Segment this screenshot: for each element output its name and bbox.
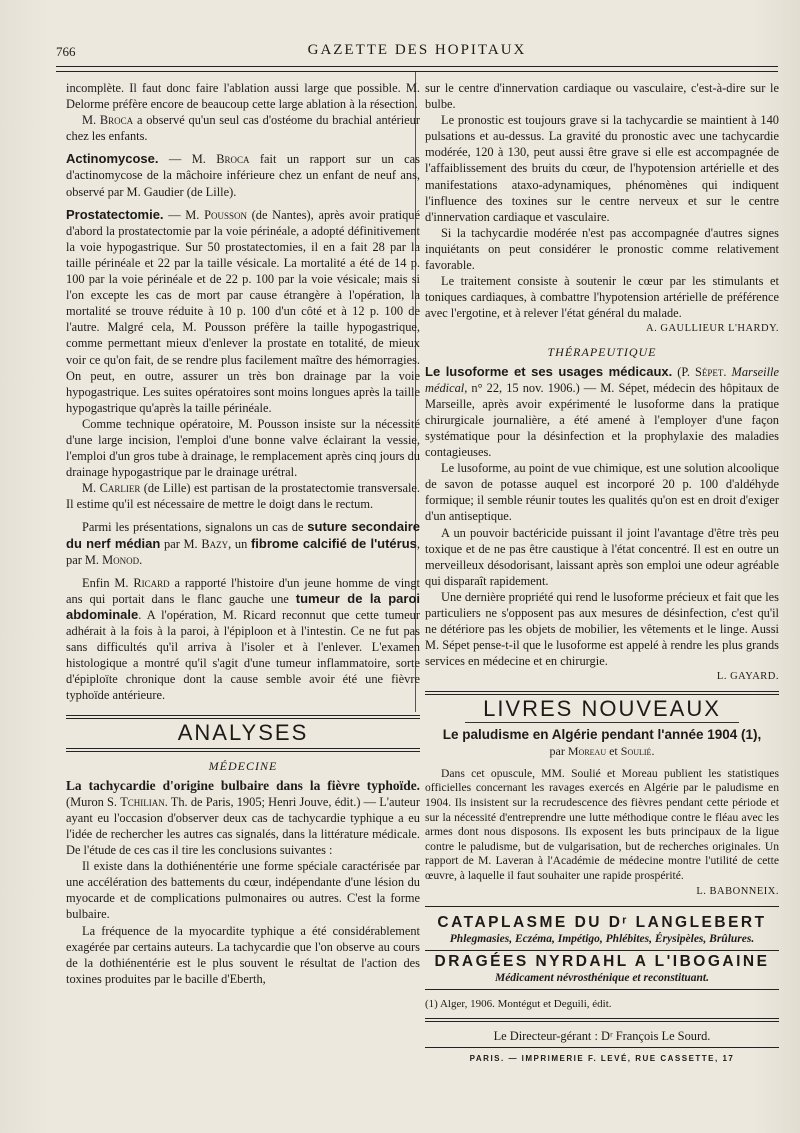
paragraph: Parmi les présentations, signalons un cas de suture secondaire du nerf médian par M. Bazy, un fibrome calcifié de l'utérus, par M. Monod. [66,519,421,567]
signature: A. GAULLIEUR L'HARDY. [646,323,779,335]
paragraph: Si la tachycardie modérée n'est pas accompagnée d'autres signes inquiétants on peut considérer le pronostic comme relativement favorable. [425,225,779,273]
page-number: 766 [56,44,76,59]
paragraph: Le traitement consiste à soutenir le cœur par les stimulants et toniques cardiaques, à combattre l'hypotension artérielle de préférence avec l'ergotine, et à relever l'état général du malade. [425,274,779,321]
paragraph: Prostatectomie. — M. Pousson (de Nantes), après avoir pratiqué d'abord la prostatectomie par la voie périnéale, a adopté définitivement la voie hypogastrique. Sur 50 prostatectomies, il en a fait 28 par la taille périnéale et 22 par la taille vésicale. La mortalité a été de 14 p. 100 par la voie périnéale et de 22 p. 100 par la voie vésicale; mais si l'on excepte les cas de mort par cause étrangère à l'opération, la mortalité se trouve réduite à 10 p. 100 d'un côté et à 12 p. 100 de l'autre. Malgré cela, M. Pousson préfère la taille hypogastrique, comme permettant mieux d'enlever la prostate en totalité, de mieux voir ce qu'on fait, de se rendre plus facilement maître des hémorragies. On peut, en outre, assurer un très bon drainage par la voie hypogastrique. Les suites opératoires sont moins longues après la taille hypogastrique qu'après la taille périnéale. [66,206,420,415]
paragraph: incomplète. Il faut donc faire l'ablation aussi large que possible. M. Delorme préfère encore de beaucoup cette large ablation à la résection. [66,81,420,112]
section-rule [425,691,779,695]
ad-title: DRAGÉES NYRDAHL A L'IBOGAINE [434,952,770,970]
running-title: GAZETTE DES HOPITAUX [307,42,527,58]
divider [465,722,739,723]
article-paragraph: Le lusoforme et ses usages médicaux. (P. Sépet. Marseille médical, n° 22, 15 nov. 1906.) — M. Sépet, médecin des hôpitaux de Marseille, après avoir expérimenté le lusoforme dans la pratique chirurgicale journalière, a été amené à l'employer d'une façon systématique pour la désinfection et la prophylaxie des maladies contagieuses. [425,363,779,460]
printer-imprint: PARIS. — IMPRIMERIE F. LEVÉ, RUE CASSETTE, 17 [469,1054,735,1064]
left-column [66,80,420,987]
signature: L. BABONNEIX. [696,885,779,897]
advertisement-langlebert [425,915,779,947]
paragraph: sur le centre d'innervation cardiaque ou vasculaire, c'est-à-dire sur le bulbe. [425,81,779,112]
topic-heading: Actinomycose. [66,151,159,167]
paragraph: Actinomycose. — M. Broca fait un rapport sur un cas d'actinomycose de la mâchoire inférieure chez un enfant de neuf ans, observé par M. Gaudier (de Lille). [66,151,420,199]
advertisement-nyrdahl [425,954,779,986]
paragraph: M. Broca a observé qu'un seul cas d'ostéome du brachial antérieur chez les enfants. [66,113,420,144]
subsection-label: MÉDECINE [208,758,278,773]
section-rule [425,1018,779,1022]
subsection-label: THÉRAPEUTIQUE [547,344,657,359]
section-title-analyses: ANALYSES [177,720,309,746]
author-name: Broca [99,113,134,128]
topic-heading: Prostatectomie. [66,206,164,222]
divider [425,989,779,990]
section-title-livres: LIVRES NOUVEAUX [483,696,721,722]
divider [425,1047,779,1048]
paragraph: Comme technique opératoire, M. Pousson insiste sur la nécessité d'une large incision, l'emploi d'une bonne valve éclairant la vessie, l'emploi d'un gros tube à drainage, le remplacement après cinq jours du drainage hypogastrique par le drainage urétral. [66,416,420,480]
paragraph: Dans cet opuscule, MM. Soulié et Moreau publient les statistiques officielles concernant les ravages exercés en Algérie par le paludisme en 1904. Ils insistent sur la recrudescence des fièvres pendant cette période et sur la nécessité d'entreprendre une lutte méthodique contre le fléau avec les armes dont nous disposons. Ils exposent les buts principaux de la ligue contre le paludisme, but de vulgarisation, but de recherches originales. Un rapport de M. Laveran à l'Académie de médecine montre l'utilité de cette œuvre, à laquelle il faut souhaiter une rapide prospérité. [425,766,779,882]
ad-title: CATAPLASME DU Dʳ LANGLEBERT [437,913,767,931]
page-header [56,40,778,62]
paragraph: Le lusoforme, au point de vue chimique, est une solution alcoolique de savon de potasse auquel est incorporé 20 p. 100 d'aldéhyde formique; il semble réunir toutes les qualités qu'on est en droit d'exiger d'un antiseptique. [425,461,779,524]
footnote: (1) Alger, 1906. Montégut et Deguili, édit. [425,997,612,1010]
paragraph: Une dernière propriété qui rend le lusoforme précieux et fait que les particuliers ne s'opposent pas aux mesures de désinfection, c'est qu'il ne détériore pas les objets de mobilier, les vêtements et le linge. Aussi M. Sépet pense-t-il que le lusoforme est appelé à rendre les plus grands services en médecine et en chirurgie. [425,589,779,669]
book-authors: par Moreau et Soulié. [549,743,655,758]
paragraph: Il existe dans la dothiénentérie une forme spéciale caractérisée par une accélération des battements du cœur, indépendante d'une lésion du myocarde et de complications pulmonaires ou autres. C'est la forme bulbaire. [66,859,420,922]
author-name: Broca [216,152,250,167]
paragraph: Le pronostic est toujours grave si la tachycardie se maintient à 140 pulsations et au-dessus. La gravité du pronostic avec une tachycardie modérée, 120 à 130, peut aussi être grave si elle est accompagnée de l'affaiblissement des bruits du cœur, de l'hypotension artérielle et des manifestations ataxo-adynamiques, phénomènes qui indiquent l'influence des toxines sur le centre nerveux et sur le centre d'innervation cardiaque et vasculaire. [425,113,779,224]
right-column [425,80,779,1067]
section-rule [66,748,420,752]
ad-subtitle: Médicament névrosthénique et reconstituant. [494,971,710,984]
section-rule [66,715,420,719]
divider [425,950,779,951]
signature: L. GAYARD. [716,671,779,683]
book-title: Le paludisme en Algérie pendant l'année 1904 (1), [442,726,762,742]
paragraph: La fréquence de la myocardite typhique a été considérablement exagérée par certains auteurs. La tachycardie que l'on observe au cours de la dothiénentérie est le plus souvent le résultat de l'action des toxines produites par le bacille d'Eberth, [66,923,420,986]
author-name: Carlier [99,481,141,496]
paragraph: M. Carlier (de Lille) est partisan de la prostatectomie transversale. Il estime qu'il est nécessaire de mettre le doigt dans le rectum. [66,481,420,512]
article-paragraph: La tachycardie d'origine bulbaire dans la fièvre typhoïde. (Muron S. Tchilian. Th. de Paris, 1905; Henri Jouve, édit.) — L'auteur ayant eu l'occasion d'observer deux cas de tachycardie typhique a eu l'idée de rechercher les autres cas signalés, dans la littérature médicale. De l'étude de ces cas il tire les conclusions suivantes : [66,777,420,858]
author-name: Pousson [204,207,247,222]
director-line: Le Directeur-gérant : Dʳ François Le Sourd. [493,1029,711,1044]
divider [425,906,779,907]
header-rule [56,66,778,72]
ad-subtitle: Phlegmasies, Eczéma, Impétigo, Phlébites, Érysipèles, Brûlures. [449,932,755,945]
article-title: Le lusoforme et ses usages médicaux. [425,363,673,379]
paragraph: Enfin M. Ricard a rapporté l'histoire d'un jeune homme de vingt ans qui portait dans le flanc gauche une tumeur de la paroi abdominale. A l'opération, M. Ricard reconnut que cette tumeur adhérait à la fois à la paroi, à l'épiploon et à l'intestin. Ce ne fut pas sans difficultés qu'il arriva à l'isoler et à l'enlever. L'examen histologique a montré qu'il s'agit d'une tumeur inflammatoire, sorte d'épiploïte chronique dont la cause semble avoir été une fièvre typhoïde antérieure. [66,575,420,703]
article-title: La tachycardie d'origine bulbaire dans la fièvre typhoïde. [66,777,420,793]
paragraph: A un pouvoir bactéricide puissant il joint l'avantage d'être très peu toxique et de ne pas être caustique à l'état concentré. Il est en outre un merveilleux désodorisant, laissant après son emploi une odeur agréable qui disparaît rapidement. [425,525,779,588]
